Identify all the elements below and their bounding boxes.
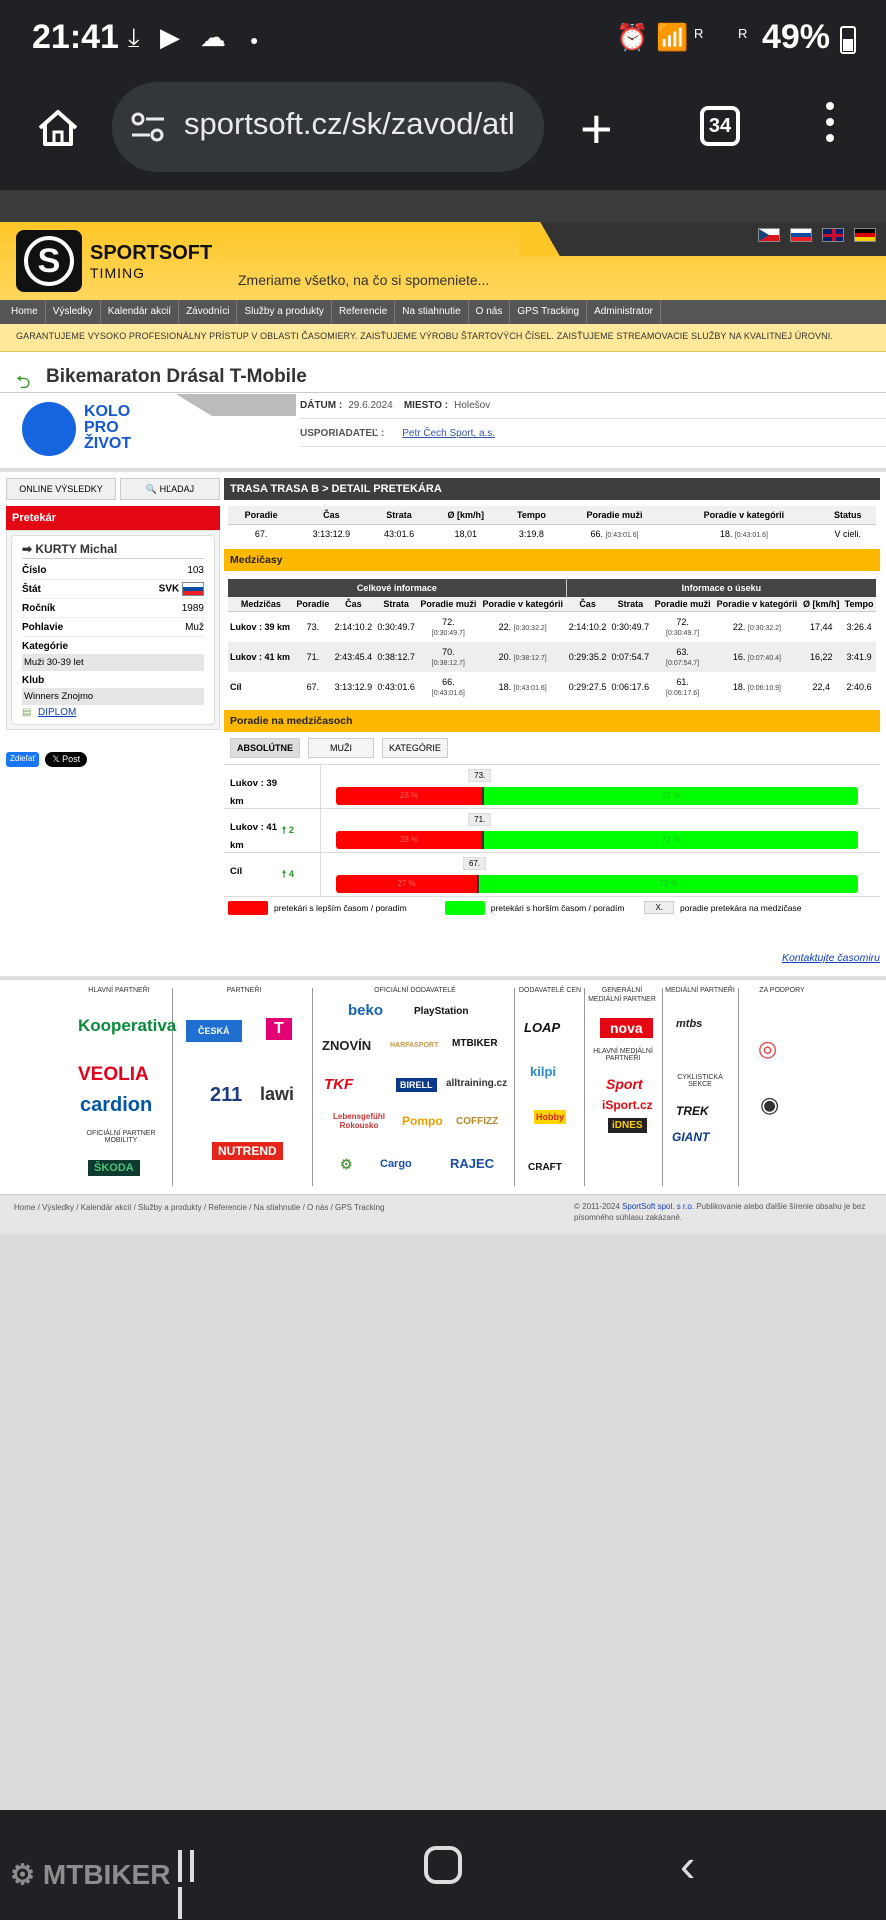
ranking-marker: 67. [463,857,486,870]
flag-sk-icon[interactable] [790,228,812,242]
ranking-bar [336,831,858,849]
sponsor-logo[interactable]: beko [348,1002,384,1019]
slogan: Zmeriame všetko, na čo si spomeniete... [238,272,490,288]
home-button-icon[interactable] [424,1846,462,1884]
sponsor-logo[interactable]: nova [600,1018,653,1038]
event-title: Bikemaraton Drásal T-Mobile [46,366,307,387]
event-header: ⮌ Bikemaraton Drásal T-Mobile KOLO PRO ŽIVOT DÁTUM : 29.6.2024 MIESTO : Holešov USPORIADATEĽ : Petr Čech Sport, a.s. [0,352,886,468]
sponsor-logo[interactable]: TKF [324,1076,354,1093]
bar-worse: 73 % [477,875,858,893]
tab-absolute[interactable]: ABSOLÚTNE [230,738,300,758]
tab-switcher-button[interactable]: 34 [700,106,740,146]
contact-link[interactable]: Kontaktujte časomiru [781,952,880,964]
overflow-menu-icon[interactable] [826,102,834,150]
sponsor-logo[interactable]: Sport [606,1076,643,1092]
new-tab-icon[interactable]: + [580,97,613,160]
bar-better: 28 % [336,787,482,805]
clock: 21:41 [32,18,119,56]
racer-category: Muži 30-39 let [22,654,204,671]
diplom-link[interactable]: ▤ DIPLOM [22,707,204,718]
legend-worse-swatch [445,901,485,915]
ranking-change: 🠕 4 [282,868,295,880]
sponsor-region-icon[interactable]: ◎ [758,1036,778,1061]
page [0,222,886,1234]
sponsor-logo[interactable]: kilpi [530,1064,557,1079]
web-content [0,190,886,1810]
ranking-row-label: Lukov : 39 km [230,777,277,807]
event-organizer: USPORIADATEĽ : Petr Čech Sport, a.s. [300,428,496,439]
sponsor-logo[interactable]: TREK [676,1104,709,1118]
top-strip [0,190,886,222]
sponsor-logo[interactable]: MTBIKER [452,1038,498,1049]
racer-name: ➡ KURTY Michal [22,542,204,559]
ranking-row-label: Lukov : 41 km [230,821,277,851]
alarm-icon: ⏰ [616,22,649,52]
legend-position-marker: X. [644,901,674,914]
sponsor-logo[interactable]: cardion [80,1094,153,1116]
event-date-place: DÁTUM : 29.6.2024 MIESTO : Holešov [300,400,491,411]
ranking-marker: 71. [468,813,491,826]
x-post-button[interactable]: 𝕏 Post [45,752,87,767]
result-table: Poradie Čas Strata Ø [km/h] Tempo Poradie muži Poradie v kategórii Status 67. 3:13:12.9 43:01.6 18,01 3:19.8 66. [0:43:01.6] 18. [0:43:01.6] V cieli. [228,506,876,543]
nav-references[interactable]: Referencie [332,300,395,324]
footer-links[interactable]: Home / Výsledky / Kalendár akcií / Služby a produkty / Referencie / Na stiahnutie / O nás / GPS Tracking [14,1203,385,1212]
ranking-bars [224,764,880,896]
sponsor-logo[interactable]: LOAP [524,1020,561,1035]
nav-gps[interactable]: GPS Tracking [510,300,587,324]
sponsor-logo[interactable]: VEOLIA [78,1064,149,1085]
sponsor-logo[interactable]: GIANT [672,1130,710,1144]
ranking-bar [336,875,858,893]
back-arrow-icon[interactable]: ⮌ [16,372,31,392]
nav-admin[interactable]: Administrator [587,300,661,324]
racer-card: ➡ KURTY Michal Číslo 103 Štát SVK Ročník 1989 Pohlavie Muž Kategórie Muži 30-39 let Klub Winners Znojmo ▤ DIPLOM [11,535,215,725]
brand-name[interactable]: SPORTSOFT TIMING [90,242,213,281]
watermark: ⚙ MTBIKER [10,1859,171,1890]
youtube-icon: ▶ [160,22,180,52]
sponsor-logo[interactable]: NUTREND [212,1142,283,1160]
sponsor-logo[interactable]: iDNES [608,1118,647,1133]
address-bar[interactable] [112,82,544,172]
sponsors: HLAVNÍ PARTNEŘI PARTNEŘI OFICIÁLNÍ DODAVATELÉ DODAVATELÉ CEN GENERÁLNÍ MEDIÁLNÍ PARTNER MEDIÁLNÍ PARTNEŘI ZA PODPORY Kooperativa VEOLIA cardion OFICIÁLNÍ PARTNER MOBILITY ŠKODA ČESKÁ T 211 lawi NUTREND beko PlayStation ZNOVÍN HARFASPORT MTBIKER TKF BIRELL alltraining.cz Lebensgefühl Rokousko Pompo COFFIZZ ⚙ Cargo RAJEC LOAP kilpi Hobby CRAFT nova HLAVNÍ MEDIÁLNÍ PARTNEŘI Sport iSport.cz iDNES mtbs CYKLISTICKÁ SEKCE TREK GIANT ◎ ◉ [0,976,886,1194]
nav-calendar[interactable]: Kalendár akcií [101,300,179,324]
download-icon: ⤓ [128,22,140,52]
nav-results[interactable]: Výsledky [46,300,101,324]
wifi-icon: 📶 [656,22,689,52]
sportsoft-logo-icon[interactable]: S [16,230,82,292]
tab-categories[interactable]: KATEGÓRIE [382,738,448,758]
sponsor-logo-icon[interactable]: ⚙ [340,1156,353,1172]
signal-roaming-label: R [694,26,704,41]
language-switcher [758,228,876,242]
site-header [0,222,886,300]
racer-club: Winners Znojmo [22,688,204,705]
sponsor-logo[interactable]: Cargo [380,1158,412,1170]
event-logo-circle-icon [22,402,76,456]
splits-table: Celkové informace Informace o úseku Medzičas Poradie Čas Strata Poradie muži Poradie v kategórii Čas Strata Poradie muži Poradie v kategórii Ø [km/h] Tempo Lukov : 39 km 73. 2:14:10.2 0:30:49.7 72. [0:30:49.7] 22. [0:30:32.2] 2:14:10.2 0:30:49.7 72. [0:30:49.7] 22. [0:30:32.2] 17,44 3:26.4 Lukov : 41 km 71. 2:43:45.4 0:38:12.7 70. [0:38:12.7] 20. [0:38:12.7] 0:29:35.2 0:07:54.7 63. [0:07:54.7] 16. [0:07:40.4] 16,22 3:41.9 Cíl 67. 3:13:12.9 0:43:01.6 66. [0:43:01.6] 18. [0:43:01.6] 0:29:27.5 0:06:17.6 61. [0:06:17.6] 18. [0:06:10.9] 22,4 2:40.6 [228,579,876,702]
nav-services[interactable]: Služby a produkty [237,300,332,324]
system-navigation-bar [0,1810,886,1920]
ranking-header: Poradie na medzičasoch [224,710,880,732]
nav-racers[interactable]: Závodníci [179,300,237,324]
sponsor-logo[interactable]: ZNOVÍN [322,1038,372,1053]
main-nav [0,300,886,324]
detail-panel [224,478,880,919]
sponsor-logo[interactable]: mtbs [676,1018,703,1030]
main-content [0,468,886,976]
cloud-icon: ☁ [200,22,226,52]
sponsor-logo[interactable]: iSport.cz [602,1098,653,1112]
ranking-bar [336,787,858,805]
battery-icon [840,26,856,54]
sponsor-logo[interactable]: CRAFT [528,1162,562,1173]
ranking-marker: 73. [468,769,491,782]
nav-home[interactable]: Home [4,300,46,324]
ranking-row-label: Cíl [230,865,243,877]
flag-cz-icon[interactable] [758,228,780,242]
nav-downloads[interactable]: Na stiahnutie [395,300,468,324]
nav-about[interactable]: O nás [469,300,511,324]
status-bar [0,0,886,80]
signal-roaming-label-2: R [738,26,748,41]
footer [0,1194,886,1234]
sponsor-logo[interactable]: HARFASPORT [390,1042,439,1049]
sponsor-logo[interactable]: 211 [210,1084,243,1106]
ranking-legend: pretekári s lepším časom / poradím pretekári s horším časom / poradím X. poradie pretekára na medzičase [224,896,880,919]
sponsor-logo[interactable]: ČESKÁ [186,1020,242,1042]
sponsor-logo[interactable]: PlayStation [414,1006,469,1017]
sponsor-logo[interactable]: alltraining.cz [446,1078,508,1089]
racer-header: Pretekár [6,506,220,530]
bar-better: 27 % [336,875,477,893]
ranking-row [224,808,880,852]
ranking-row [224,764,880,808]
recent-apps-icon[interactable] [178,1850,210,1882]
home-icon[interactable] [34,104,82,152]
sponsor-owl-icon[interactable]: ◉ [760,1092,780,1117]
online-results-button[interactable]: ONLINE VÝSLEDKY [6,478,116,500]
bar-worse: 72 % [482,787,858,805]
search-button[interactable]: 🔍 HĽADAJ [120,478,220,500]
sponsor-logo[interactable]: Kooperativa [78,1016,177,1035]
table-row: 67. 3:13:12.9 43:01.6 18,01 3:19.8 66. [0:43:01.6] 18. [0:43:01.6] V cieli. [254,529,862,539]
tab-men[interactable]: MUŽI [308,738,374,758]
copyright: © 2011-2024 SportSoft spol. s r.o. Publikovanie alebo ďalšie šírenie obsahu je bez písomného súhlasu zakázané. [574,1202,866,1222]
flag-svk-icon [182,582,204,596]
back-icon[interactable]: ‹ [680,1839,696,1891]
url-text: sportsoft.cz/sk/zavod/atl [184,106,515,141]
sponsor-logo[interactable]: RAJEC [450,1156,495,1171]
sponsor-logo[interactable]: Hobby [536,1112,564,1122]
sponsor-logo[interactable]: T [266,1018,292,1040]
sponsor-logo[interactable]: Lebensgefühl Rokousko [332,1112,385,1130]
table-row: Lukov : 39 km 73. 2:14:10.2 0:30:49.7 72. [0:30:49.7] 22. [0:30:32.2] 2:14:10.2 0:30:49.7 72. [0:30:49.7] 22. [0:30:32.2] 17,44 3:26.4 [230,616,872,637]
browser-toolbar [0,80,886,190]
ranking-row [224,852,880,896]
sponsor-logo[interactable]: lawi [260,1084,295,1104]
site-settings-icon[interactable] [130,110,166,144]
flag-gb-icon[interactable] [822,228,844,242]
bike-badge-icon [176,394,296,416]
organizer-link[interactable]: Petr Čech Sport, a.s. [402,428,496,439]
table-row: Lukov : 41 km 71. 2:43:45.4 0:38:12.7 70. [0:38:12.7] 20. [0:38:12.7] 0:29:35.2 0:07:54.7 63. [0:07:54.7] 16. [0:07:40.4] 16,22 3:41.9 [228,642,876,672]
flag-de-icon[interactable] [854,228,876,242]
dot-icon: ● [250,32,259,48]
sponsor-logo[interactable]: ŠKODA [88,1160,140,1176]
legend-better-swatch [228,901,268,915]
tagline: GARANTUJEME VYSOKO PROFESIONÁLNY PRÍSTUP V OBLASTI ČASOMIERY. ZAISŤUJEME VÝROBU ŠTARTOVÝCH ČÍSEL. ZAISŤUJEME STREAMOVACIE SLUŽBY NA KVALITNEJ ÚROVNI. [0,324,886,352]
sponsor-logo[interactable]: Pompo [402,1114,443,1128]
sponsor-logo[interactable]: COFFIZZ [456,1116,499,1127]
sponsor-logo[interactable]: BIRELL [396,1078,437,1092]
table-row: Cíl 67. 3:13:12.9 0:43:01.6 66. [0:43:01.6] 18. [0:43:01.6] 0:29:27.5 0:06:17.6 61. [0:06:17.6] 18. [0:06:10.9] 22,4 2:40.6 [230,676,872,697]
battery-percent: 49% [761,18,830,56]
ranking-tabs [230,738,874,758]
bar-worse: 72 % [482,831,858,849]
facebook-share-button[interactable]: Zdieľať [6,752,39,767]
splits-header: Medzičasy [224,549,880,571]
racer-sidebar [6,478,220,767]
ranking-change: 🠕 2 [282,824,295,836]
company-link[interactable]: SportSoft spol. s r.o. [622,1202,695,1211]
bar-better: 28 % [336,831,482,849]
detail-header: TRASA TRASA B > DETAIL PRETEKÁRA [224,478,880,500]
